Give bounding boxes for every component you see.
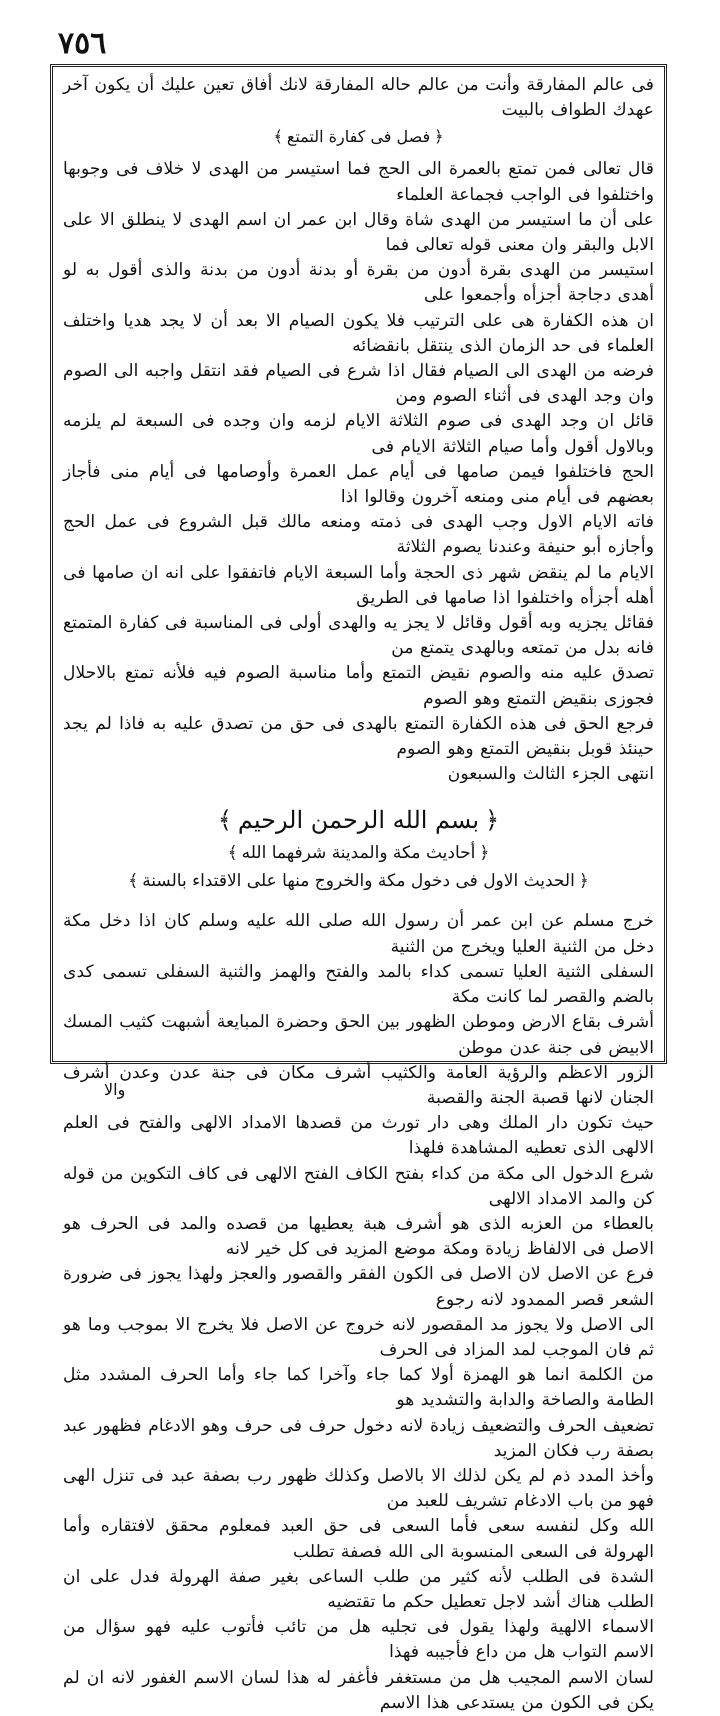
text-line: استيسر من الهدى بقرة أدون من بقرة أو بدنة أدون من بدنة والذى أقول به لو أهدى دجاجة أجزأه وأجمعوا على: [63, 260, 654, 306]
paragraph-hadith: [53, 903, 664, 1716]
text-line: لسان الاسم المجيب هل من مستغفر فأغفر له هذا لسان الاسم الغفور لانه ان لم يكن فى الكون من يستدعى هذا الاسم: [63, 1667, 654, 1713]
text-line: قائل ان وجد الهدى فى صوم الثلاثة الايام لزمه وان وجده فى السبعة لم يلزمه وبالاول أقول وأما صيام الثلاثة الايام فى: [63, 411, 654, 457]
text-line: حيث تكون دار الملك وهى دار تورث من قصدها الامداد الالهى والفتح فى العلم الالهى الذى تعطيه المشاهدة فلهذا: [63, 1113, 654, 1159]
hadith-title-text: ﴿ الحديث الاول فى دخول مكة والخروج منها على الاقتداء بالسنة ﴾: [128, 871, 589, 891]
section-title-text: ﴿ أحاديث مكة والمدينة شرفهما الله ﴾: [228, 843, 490, 863]
text-line: قال تعالى فمن تمتع بالعمرة الى الحج فما استيسر من الهدى لا خلاف فى وجوبها واختلفوا فى الواجب فجماعة العلماء: [63, 159, 654, 205]
text-line: فقائل يجزيه وبه أقول وقائل لا يجز يه والهدى أولى فى المناسبة فى كفارة المتمتع فانه بدل من تمتعه وبالهدى يتمتع من: [63, 613, 654, 659]
basmala: [53, 801, 664, 839]
text-line: الله وكل لنفسه سعى فأما السعى فى حق العبد فمعلوم محقق لافتقاره وأما الهرولة فى السعى المنسوبة الى الله فصفة تطلب: [63, 1516, 654, 1562]
text-line: فاته الايام الاول وجب الهدى فى ذمته ومنعه مالك قبل الشروع فى عمل الحج وأجازه أبو حنيفة وعندنا يصوم الثلاثة: [63, 512, 654, 558]
spacer: [53, 895, 664, 903]
text-line: تصدق عليه منه والصوم نقيض التمتع وأما مناسبة الصوم فيه فلأنه تمتع بالاحلال فجوزى بنقيض التمتع وهو الصوم: [63, 663, 654, 709]
text-line: خرج مسلم عن ابن عمر أن رسول الله صلى الله عليه وسلم كان اذا دخل مكة دخل من الثنية العليا ويخرج من الثنية: [63, 911, 654, 957]
text-line: وأخذ المدد ذم لم يكن لذلك الا بالاصل وكذلك ظهور رب بصفة عبد فى تنزل الهى فهو من باب الادغام تشريف للعبد من: [63, 1465, 654, 1512]
chapter-heading-text: ﴿ فصل فى كفارة التمتع ﴾: [263, 125, 453, 149]
text-line: الشدة فى الطلب لأنه كثير من طلب الساعى بغير صفة الهرولة فدل على ان الطلب هناك أشد لاجل تعطيل حكم ما تقتضيه: [63, 1566, 654, 1612]
text-line: أشرف بقاع الارض وموطن الظهور بين الحق وحضرة المبايعة أشبهت كثيب المسك الابيض فى جنة عدن موطن: [63, 1012, 654, 1058]
text-line: الزور الاعظم والرؤية العامة والكثيب أشرف مكان فى جنة عدن وعدن أشرف الجنان لانها قصبة الجنة والقصبة: [63, 1062, 654, 1108]
text-line: الايام ما لم ينقض شهر ذى الحجة وأما السبعة الايام فاتفقوا على انه ان صامها فى أهله أجزأه واختلفوا اذا صامها فى الطريق: [63, 562, 654, 608]
section-title: [53, 839, 664, 867]
text-line: من الكلمة انما هو الهمزة أولا كما جاء وآخرا كما جاء وأما الحرف المشدد مثل الطامة والصاخة والدابة والتشديد هو: [63, 1365, 654, 1411]
text-line: الحج فاختلفوا فيمن صامها فى أيام عمل العمرة وأوصامها فى أيام منى فأجاز بعضهم فى أيام منى ومنعه آخرون وقالوا اذا: [63, 461, 654, 508]
volume-end-note: انتهى الجزء الثالث والسبعون: [447, 764, 654, 785]
hadith-title: [53, 867, 664, 895]
text-line: شرع الدخول الى مكة من كداء بفتح الكاف الفتح الالهى فى كاف التكوين من قوله كن والمد الامداد الالهى: [63, 1163, 654, 1209]
text-line: بالعطاء من العزبه الذى هو أشرف هبة يعطيها من قصده والمد فى الحرف هو الاصل فى الالفاظ زيادة ومكة موضع المزيد فى كل خير لانه: [63, 1213, 654, 1260]
text-line: على أن ما استيسر من الهدى شاة وقال ابن عمر ان اسم الهدى لا ينطلق الا على الابل والبقر وان معنى قوله تعالى فما: [63, 209, 654, 256]
text-line: الاسماء الالهية ولهذا يقول فى تجليه هل من تائب فأتوب عليه فهو سؤال من الاسم التواب هل من داع فأجيبه فهذا: [63, 1617, 654, 1663]
text-line: فى عالم المفارقة وأنت من عالم حاله المفارقة لانك أفاق تعين عليك أن يكون آخر عهدك الطواف بالبيت: [63, 75, 654, 121]
basmala-text: ﴿ بسم الله الرحمن الرحيم ﴾: [218, 806, 499, 834]
paragraph-intro: [53, 67, 664, 123]
text-line: ان هذه الكفارة هى على الترتيب فلا يكون الصيام الا بعد أن لا يجد هديا واختلف العلماء فى حد الزمان الذى ينتقل بانقضائه: [63, 310, 654, 356]
text-line: السفلى الثنية العليا تسمى كداء بالمد والفتح والهمز والثنية السفلى تسمى كدى بالضم والقصر لما كانت مكة: [63, 961, 654, 1008]
text-line: الى الاصل ولا يجوز مد المقصور لانه خروج عن الاصل فلا يخرج الا بموجب وما هو ثم فان الموجب لمد المزاد فى الحرف: [63, 1314, 654, 1360]
page-number: ٧٥٦: [58, 26, 107, 61]
catchword: والا: [104, 1080, 126, 1099]
text-line: تضعيف الحرف والتضعيف زيادة لانه دخول حرف فى حرف وهو الادغام فظهور عبد بصفة رب فكان المزيد: [63, 1415, 654, 1461]
text-frame: [50, 64, 667, 1713]
text-line: فرضه من الهدى الى الصيام فقال اذا شرع فى الصيام فقد انتقل واجبه الى الصوم وان وجد الهدى فى أثناء الصوم ومن: [63, 361, 654, 407]
text-line: فرع عن الاصل لان الاصل فى الكون الفقر والقصور والعجز ولهذا يجوز فى ضرورة الشعر قصر الممدود لانه رجوع: [63, 1264, 654, 1310]
paragraph-expiation: [53, 151, 664, 787]
text-line: فرجع الحق فى هذه الكفارة التمتع بالهدى فى حق من تصدق عليه به فاذا لم يجد حينئذ قوبل بنقيض التمتع وهو الصوم: [63, 713, 654, 760]
chapter-heading: [53, 125, 664, 149]
